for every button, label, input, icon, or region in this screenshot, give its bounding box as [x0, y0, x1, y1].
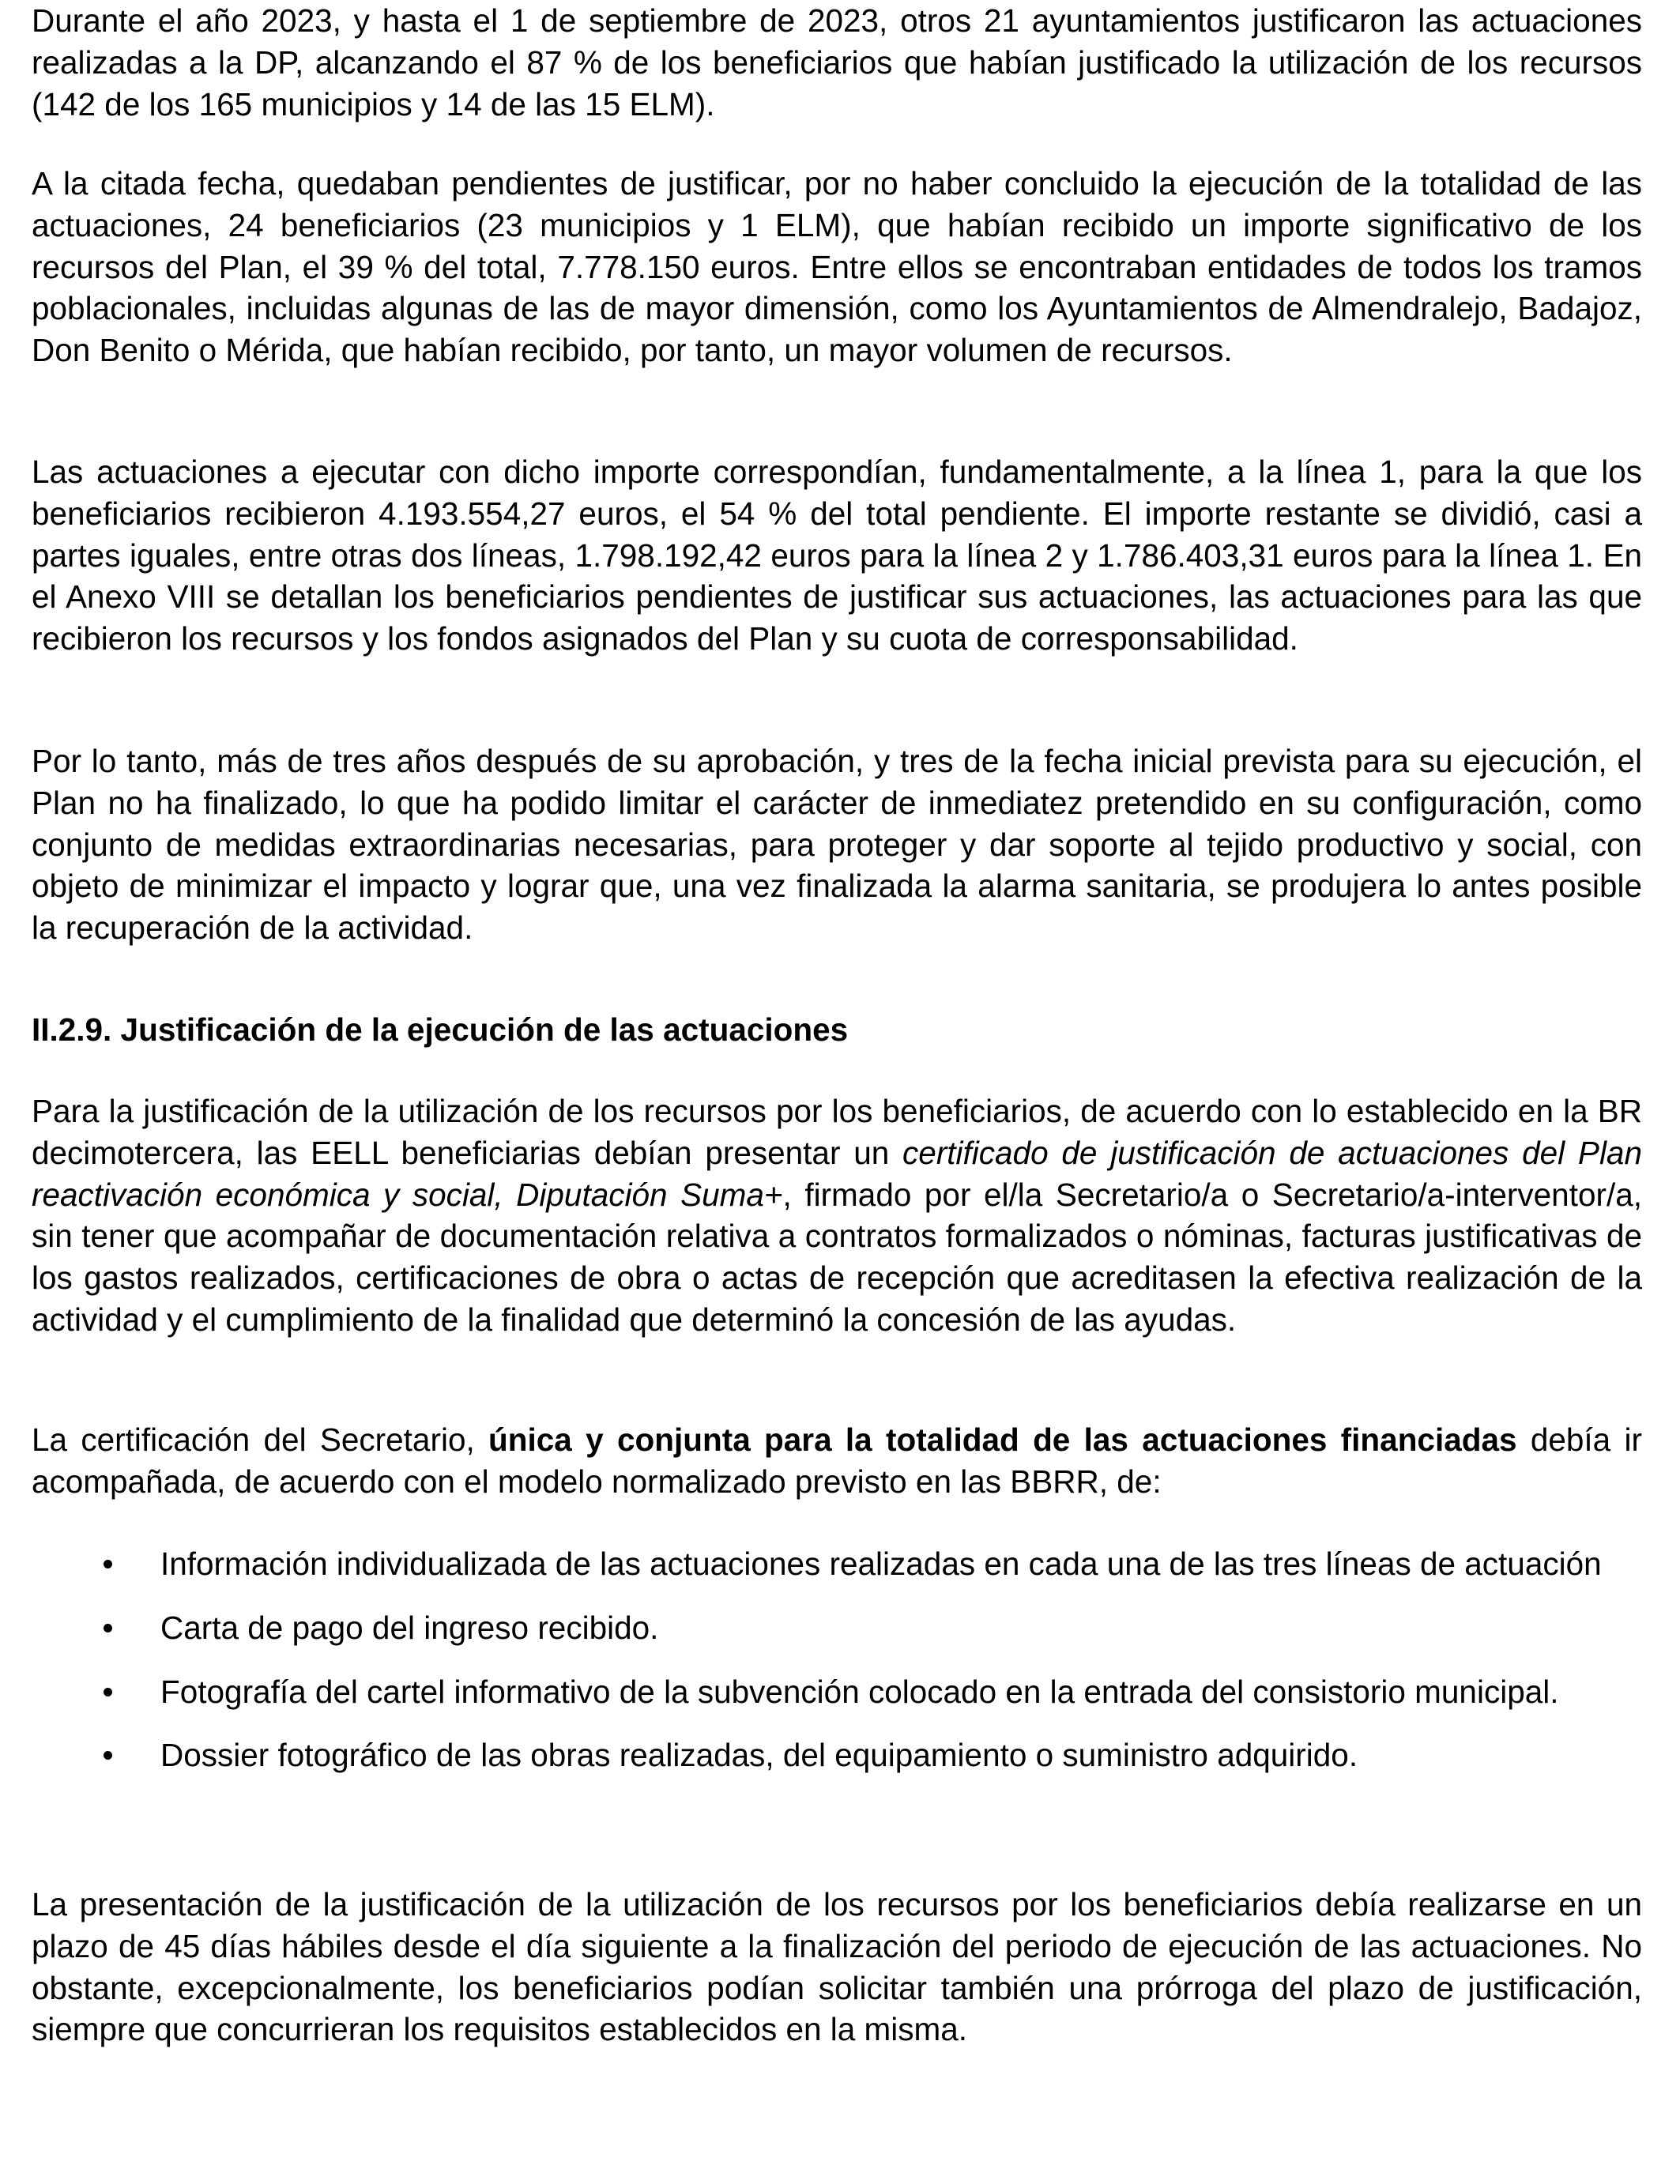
- list-item: [32, 1671, 1642, 1713]
- paragraph-pending-amounts: Las actuaciones a ejecutar con dicho importe correspondían, fundamentalmente, a la línea 1, para la que los beneficiarios recibieron 4.193.554,27 euros, el 54 % del total pendiente. El importe restante se dividió, casi a partes iguales, entre otras dos líneas, 1.798.192,42 euros para la línea 2 y 1.786.403,31 euros para la línea 1. En el Anexo VIII se detallan los beneficiarios pendientes de justificar sus actuaciones, las actuaciones para las que recibieron los recursos y los fondos asignados del Plan y su cuota de corresponsabilidad.: [32, 454, 1642, 657]
- paragraph-justification-2023: Durante el año 2023, y hasta el 1 de septiembre de 2023, otros 21 ayuntamientos justificaron las actuaciones realizadas a la DP, alcanzando el 87 % de los beneficiarios que habían justificado la utilización de los recursos (142 de los 165 municipios y 14 de las 15 ELM).: [32, 2, 1642, 122]
- paragraph-text: La certificación del Secretario,: [32, 1421, 489, 1458]
- bullet-icon: [104, 1751, 112, 1760]
- required-documents-list: [32, 1543, 1642, 1776]
- list-item-text: Información individualizada de las actuaciones realizadas en cada una de las tres líneas de actuación: [160, 1546, 1602, 1582]
- list-item-text: Fotografía del cartel informativo de la subvención colocado en la entrada del consistorio municipal.: [160, 1673, 1559, 1710]
- paragraph-pending-beneficiaries: A la citada fecha, quedaban pendientes de justificar, por no haber concluido la ejecución de la totalidad de las actuaciones, 24 beneficiarios (23 municipios y 1 ELM), que habían recibido un importe significativo de los recursos del Plan, el 39 % del total, 7.778.150 euros. Entre ellos se encontraban entidades de todos los tramos poblacionales, incluidas algunas de las de mayor dimensión, como los Ayuntamientos de Almendralejo, Badajoz, Don Benito o Mérida, que habían recibido, por tanto, un mayor volumen de recursos.: [32, 165, 1642, 369]
- emphasis-text: única y conjunta para la totalidad de las actuaciones financiadas: [488, 1421, 1517, 1458]
- list-item: [32, 1607, 1642, 1649]
- paragraph-justification-deadline: La presentación de la justificación de la utilización de los recursos por los beneficiarios debía realizarse en un plazo de 45 días hábiles desde el día siguiente a la finalización del periodo de ejecución de las actuaciones. No obstante, excepcionalmente, los beneficiarios podían solicitar también una prórroga del plazo de justificación, siempre que concurrieran los requisitos establecidos en la misma.: [32, 1886, 1642, 2048]
- list-item-text: Dossier fotográfico de las obras realizadas, del equipamiento o suministro adquirido.: [160, 1737, 1358, 1774]
- paragraph-justification-certificate: [32, 1090, 1642, 1341]
- bullet-icon: [104, 1560, 112, 1568]
- bullet-icon: [104, 1624, 112, 1632]
- certificate-title: certificado de justificación de actuaciones del Plan reactivación económica y social, Diputación Suma+: [32, 1134, 1642, 1213]
- paragraph-text: , firmado por el/la Secretario/a o Secretario/a-interventor/a, sin tener que acompañar de documentación relativa a contratos formalizados o nóminas, facturas justificativas de los gastos realizados, certificaciones de obra o actas de recepción que acreditasen la efectiva realización de la actividad y el cumplimiento de la finalidad que determinó la concesión de las ayudas.: [32, 1176, 1643, 1338]
- bullet-icon: [104, 1688, 112, 1696]
- list-item-text: Carta de pago del ingreso recibido.: [160, 1609, 659, 1646]
- paragraph-text: Para la justificación de la utilización de los recursos por los beneficiarios, de acuerdo con lo establecido en la BR decimotercera, las EELL beneficiarias debían presentar un: [32, 1093, 1642, 1171]
- list-item: [32, 1734, 1642, 1776]
- list-item: [32, 1543, 1642, 1585]
- paragraph-plan-not-finished: Por lo tanto, más de tres años después de su aprobación, y tres de la fecha inicial prevista para su ejecución, el Plan no ha finalizado, lo que ha podido limitar el carácter de inmediatez pretendido en su configuración, como conjunto de medidas extraordinarias necesarias, para proteger y dar soporte al tejido productivo y social, con objeto de minimizar el impacto y lograr que, una vez finalizada la alarma sanitaria, se produjera lo antes posible la recuperación de la actividad.: [32, 743, 1642, 947]
- paragraph-text: debía ir acompañada, de acuerdo con el modelo normalizado previsto en las BBRR, de:: [32, 1421, 1642, 1500]
- paragraph-secretary-certification: [32, 1419, 1642, 1503]
- section-heading: II.2.9. Justificación de la ejecución de las actuaciones: [32, 1011, 849, 1048]
